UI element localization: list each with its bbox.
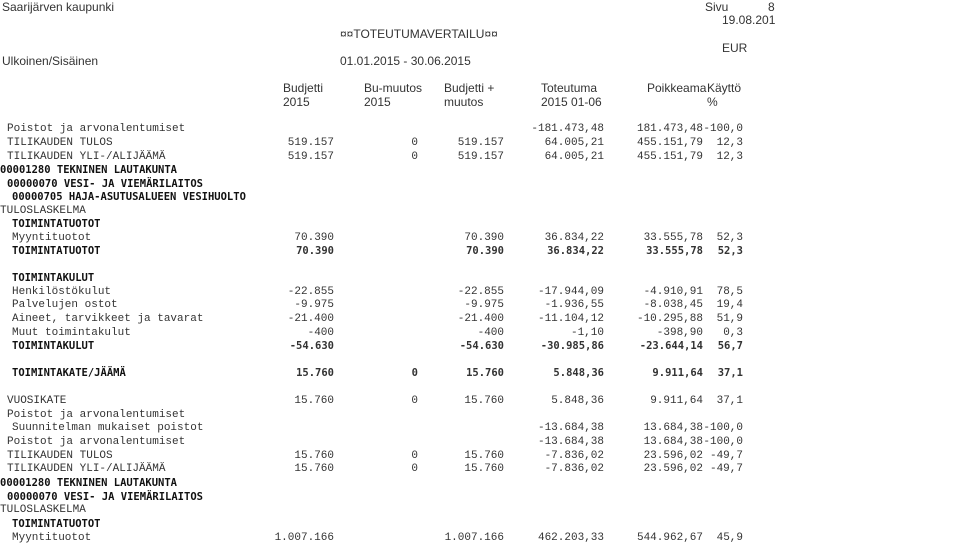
row-value-col6: 51,9 <box>716 313 743 325</box>
row-label: TOIMINTATUOTOT <box>12 245 101 257</box>
row-label: Poistot ja arvonalentumiset <box>7 409 186 421</box>
row-value-col5: -398,90 <box>656 327 703 339</box>
column-header-6-l2: % <box>707 95 718 109</box>
row-value-col1: 15.760 <box>294 450 334 462</box>
row-label: 00001280 TEKNINEN LAUTAKUNTA <box>0 477 178 489</box>
currency: EUR <box>722 41 748 55</box>
row-value-col2: 0 <box>411 137 418 149</box>
row-label: 00000070 VESI- JA VIEMÄRILAITOS <box>7 491 203 503</box>
row-value-col6: 52,3 <box>716 232 743 244</box>
row-value-col1: 15.760 <box>294 395 334 407</box>
row-value-col6: 37,1 <box>717 367 743 379</box>
row-label: Muut toimintakulut <box>12 327 131 339</box>
row-value-col5: -8.038,45 <box>643 299 703 311</box>
row-value-col1: -21.400 <box>287 313 334 325</box>
period: 01.01.2015 - 30.06.2015 <box>340 54 471 68</box>
column-header-3-l1: Budjetti + <box>444 81 495 95</box>
row-label: Suunnitelman mukaiset poistot <box>12 422 204 434</box>
row-value-col3: 519.157 <box>457 151 504 163</box>
report-title: ¤¤TOTEUTUMAVERTAILU¤¤ <box>340 27 498 41</box>
row-value-col4: -1,10 <box>570 327 604 339</box>
column-header-2-l2: 2015 <box>364 95 391 109</box>
row-label: TILIKAUDEN TULOS <box>7 450 113 462</box>
row-value-col4: 36.834,22 <box>544 232 604 244</box>
row-value-col4: -13.684,38 <box>537 422 604 434</box>
row-value-col6: -49,7 <box>709 463 743 475</box>
org-name: Saarijärven kaupunki <box>2 0 115 14</box>
row-value-col4: -7.836,02 <box>544 463 604 475</box>
row-value-col1: 1.007.166 <box>274 532 334 544</box>
row-value-col3: 15.760 <box>466 367 504 379</box>
row-value-col3: 15.760 <box>464 450 504 462</box>
row-value-col1: 15.760 <box>294 463 334 475</box>
row-value-col5: -4.910,91 <box>643 286 703 298</box>
page-number: 8 <box>768 0 775 14</box>
row-label: Poistot ja arvonalentumiset <box>7 436 186 448</box>
row-value-col2: 0 <box>411 463 418 475</box>
row-label: Aineet, tarvikkeet ja tavarat <box>12 313 204 325</box>
row-value-col4: -11.104,12 <box>537 313 604 325</box>
row-value-col5: 23.596,02 <box>643 463 703 475</box>
row-value-col6: 12,3 <box>716 151 743 163</box>
row-value-col4: 64.005,21 <box>544 151 604 163</box>
row-value-col3: -22.855 <box>457 286 504 298</box>
row-label: Myyntituotot <box>12 232 92 244</box>
row-value-col3: -400 <box>477 327 504 339</box>
row-value-col5: 33.555,78 <box>643 232 703 244</box>
row-label: 00000705 HAJA-ASUTUSALUEEN VESIHUOLTO <box>12 191 246 203</box>
row-value-col6: 56,7 <box>717 340 743 352</box>
row-value-col1: 70.390 <box>296 245 334 257</box>
row-value-col6: -100,0 <box>703 436 743 448</box>
row-value-col1: -9.975 <box>294 299 334 311</box>
row-label: TOIMINTAKULUT <box>12 340 95 352</box>
row-value-col4: 5.848,36 <box>553 367 604 379</box>
row-value-col5: 23.596,02 <box>643 450 703 462</box>
row-value-col3: 519.157 <box>457 137 504 149</box>
row-value-col4: -1.936,55 <box>544 299 604 311</box>
row-value-col4: -7.836,02 <box>544 450 604 462</box>
column-header-6-l1: Käyttö <box>707 81 742 95</box>
row-value-col1: -22.855 <box>287 286 334 298</box>
row-label: VUOSIKATE <box>7 395 67 407</box>
row-value-col1: -400 <box>307 327 334 339</box>
row-value-col1: 15.760 <box>296 367 334 379</box>
row-label: TOIMINTATUOTOT <box>12 518 101 530</box>
row-value-col1: 519.157 <box>287 137 334 149</box>
row-value-col3: -9.975 <box>464 299 504 311</box>
row-label: TULOSLASKELMA <box>0 205 86 217</box>
row-value-col2: 0 <box>411 367 418 379</box>
row-value-col6: 19,4 <box>716 299 743 311</box>
row-label: TULOSLASKELMA <box>0 504 86 516</box>
row-value-col4: -30.985,86 <box>540 340 604 352</box>
row-value-col1: -54.630 <box>289 340 334 352</box>
row-value-col3: -21.400 <box>457 313 504 325</box>
row-label: TILIKAUDEN TULOS <box>7 137 113 149</box>
row-label: Myyntituotot <box>12 532 92 544</box>
row-label: Palvelujen ostot <box>12 299 118 311</box>
column-header-4-l1: Toteutuma <box>541 81 598 95</box>
row-value-col4: -17.944,09 <box>537 286 604 298</box>
row-value-col2: 0 <box>411 151 418 163</box>
column-header-4-l2: 2015 01-06 <box>541 95 602 109</box>
row-value-col1: 70.390 <box>294 232 334 244</box>
row-value-col6: 45,9 <box>716 532 743 544</box>
row-value-col3: 70.390 <box>464 232 504 244</box>
row-value-col6: -100,0 <box>703 422 743 434</box>
row-value-col5: -23.644,14 <box>639 340 703 352</box>
row-value-col4: 64.005,21 <box>544 137 604 149</box>
print-date: 19.08.201 <box>722 13 776 27</box>
column-header-2-l1: Bu-muutos <box>364 81 423 95</box>
row-value-col6: -49,7 <box>709 450 743 462</box>
row-value-col6: 12,3 <box>716 137 743 149</box>
page-label: Sivu <box>705 0 729 14</box>
row-value-col4: -13.684,38 <box>537 436 604 448</box>
row-value-col5: 455.151,79 <box>636 151 703 163</box>
row-label: 00000070 VESI- JA VIEMÄRILAITOS <box>7 178 203 190</box>
row-value-col5: 455.151,79 <box>636 137 703 149</box>
row-label: TOIMINTAKULUT <box>12 272 95 284</box>
row-value-col5: 544.962,67 <box>636 532 703 544</box>
row-label: TILIKAUDEN YLI-/ALIJÄÄMÄ <box>7 151 166 163</box>
row-value-col5: 181.473,48 <box>636 123 703 135</box>
row-label: TOIMINTATUOTOT <box>12 218 101 230</box>
row-label: Henkilöstökulut <box>12 286 112 298</box>
row-value-col3: 15.760 <box>464 395 504 407</box>
scope: Ulkoinen/Sisäinen <box>2 54 99 68</box>
row-value-col5: 13.684,38 <box>643 436 703 448</box>
row-value-col5: 9.911,64 <box>650 395 703 407</box>
row-value-col2: 0 <box>411 450 418 462</box>
column-header-3-l2: muutos <box>444 95 484 109</box>
row-label: TOIMINTAKATE/JÄÄMÄ <box>12 367 126 379</box>
row-value-col6: 78,5 <box>716 286 743 298</box>
row-value-col4: 5.848,36 <box>551 395 604 407</box>
row-value-col6: 52,3 <box>717 245 743 257</box>
row-value-col5: 13.684,38 <box>643 422 703 434</box>
row-value-col6: 37,1 <box>716 395 743 407</box>
column-header-1-l2: 2015 <box>283 95 310 109</box>
row-label: Poistot ja arvonalentumiset <box>7 123 186 135</box>
row-value-col3: 70.390 <box>466 245 504 257</box>
row-value-col1: 519.157 <box>287 151 334 163</box>
row-value-col3: 15.760 <box>464 463 504 475</box>
row-value-col6: 0,3 <box>723 327 743 339</box>
row-value-col3: 1.007.166 <box>444 532 504 544</box>
column-header-1-l1: Budjetti <box>283 81 324 95</box>
row-value-col5: 9.911,64 <box>652 367 703 379</box>
row-value-col4: 462.203,33 <box>537 532 604 544</box>
row-value-col2: 0 <box>411 395 418 407</box>
row-value-col5: -10.295,88 <box>636 313 703 325</box>
row-value-col5: 33.555,78 <box>646 245 703 257</box>
row-value-col4: 36.834,22 <box>547 245 604 257</box>
row-value-col6: -100,0 <box>703 123 743 135</box>
row-label: TILIKAUDEN YLI-/ALIJÄÄMÄ <box>7 463 166 475</box>
row-value-col4: -181.473,48 <box>531 123 604 135</box>
column-header-5-l1: Poikkeama <box>647 81 707 95</box>
row-label: 00001280 TEKNINEN LAUTAKUNTA <box>0 164 178 176</box>
row-value-col3: -54.630 <box>459 340 504 352</box>
